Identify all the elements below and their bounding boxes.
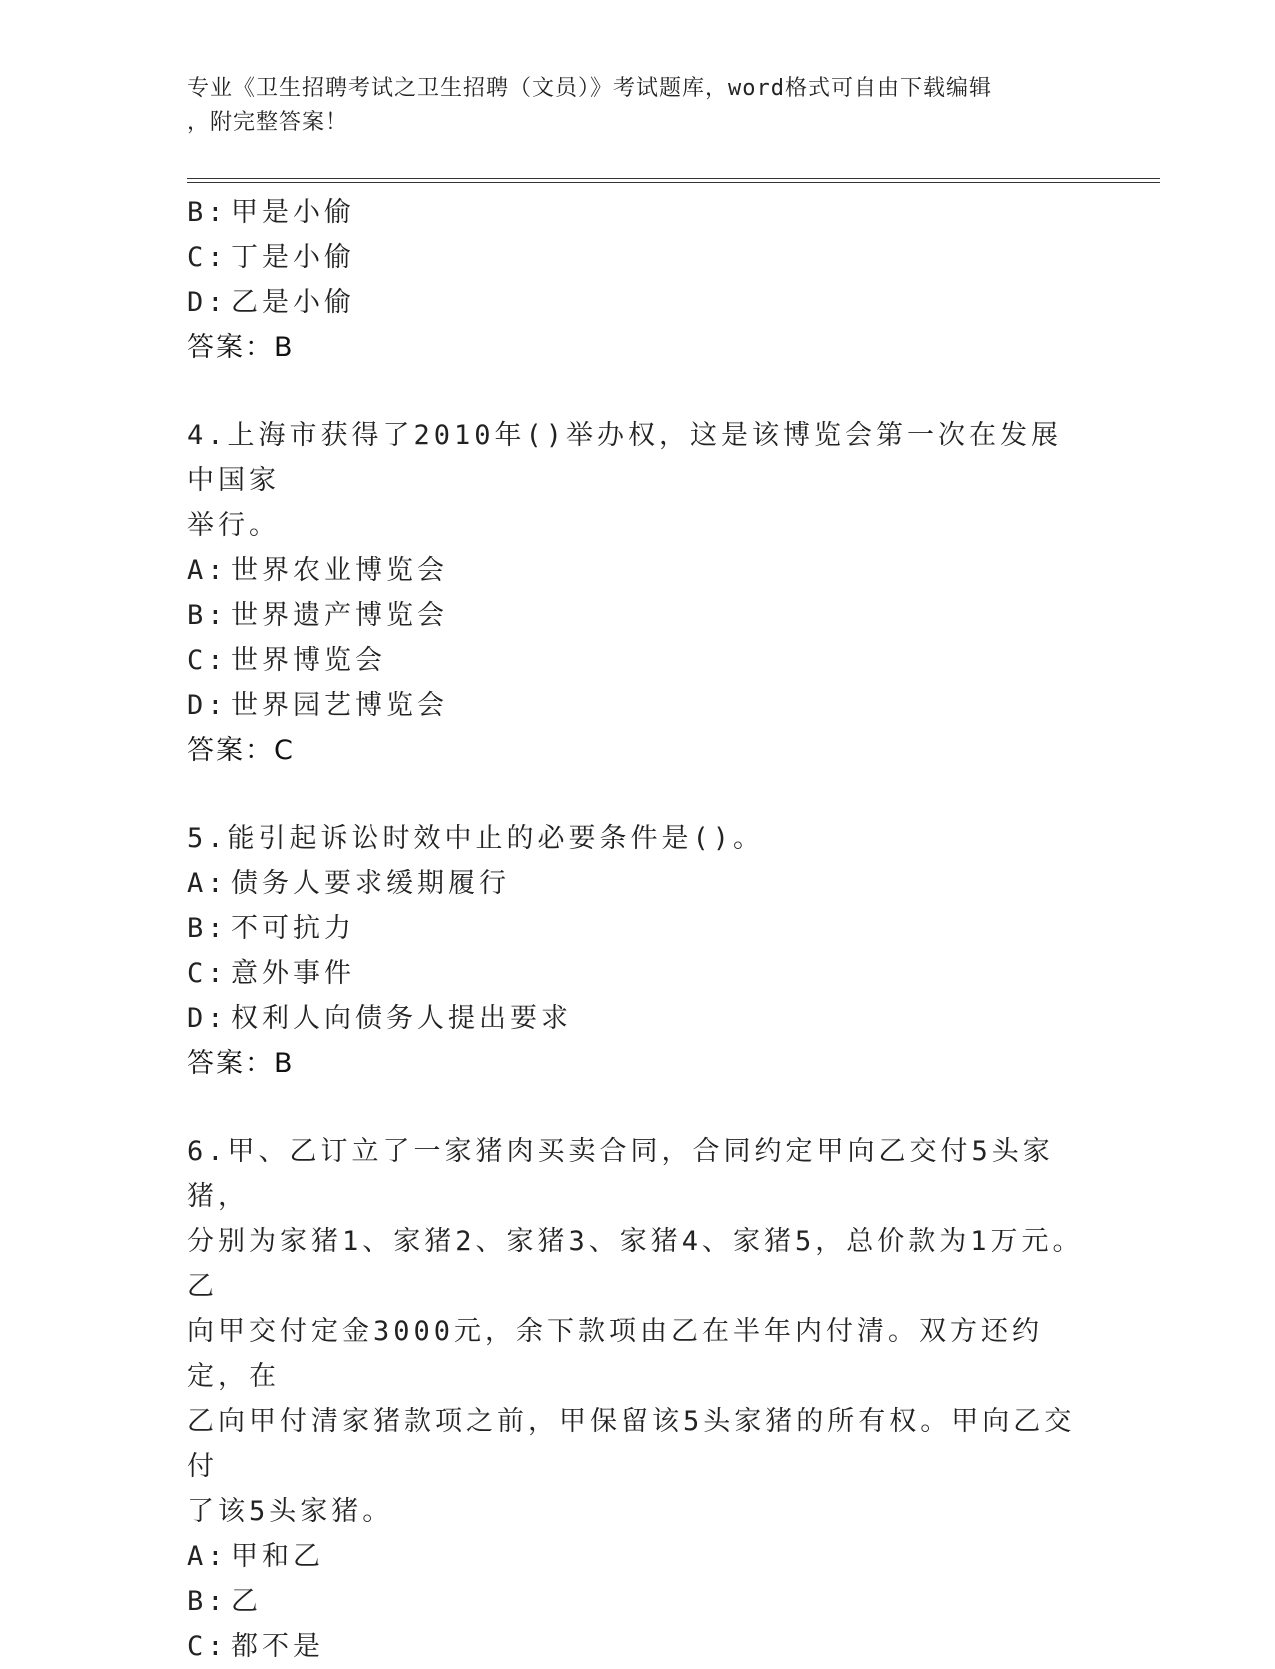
option-a <box>187 861 1087 906</box>
option-text: 世界博览会 <box>231 645 386 676</box>
option-key: A: <box>187 868 228 899</box>
header-line-2: ，附完整答案！ <box>187 110 349 135</box>
header-divider <box>187 178 1160 183</box>
question-stem-line: 举行。 <box>187 510 280 541</box>
option-text: 世界遗产博览会 <box>231 600 448 631</box>
option-key: D: <box>187 287 228 318</box>
header-line-1: 专业《卫生招聘考试之卫生招聘（文员）》考试题库，word格式可自由下载编辑 <box>187 76 992 101</box>
question-stem-line: 5.能引起诉讼时效中止的必要条件是()。 <box>187 823 765 854</box>
option-key: C: <box>187 1631 228 1662</box>
answer: 答案：B <box>187 332 295 363</box>
option-c <box>187 638 1087 683</box>
option-b <box>187 1579 1087 1624</box>
question-stem-line: 分别为家猪1、家猪2、家猪3、家猪4、家猪5，总价款为1万元。乙 <box>187 1226 1084 1302</box>
option-d <box>187 280 1087 325</box>
question-stem-line: 4.上海市获得了2010年()举办权，这是该博览会第一次在发展中国家 <box>187 420 1063 496</box>
option-d <box>187 683 1087 728</box>
question-stem-line: 了该5头家猪。 <box>187 1496 394 1527</box>
option-b <box>187 906 1087 951</box>
question-stem-line: 乙向甲付清家猪款项之前，甲保留该5头家猪的所有权。甲向乙交付 <box>187 1406 1076 1482</box>
question-stem-line: 向甲交付定金3000元，余下款项由乙在半年内付清。双方还约定，在 <box>187 1316 1044 1392</box>
option-key: B: <box>187 197 228 228</box>
option-text: 权利人向债务人提出要求 <box>231 1003 572 1034</box>
option-key: B: <box>187 1586 228 1617</box>
question-3-continued <box>187 190 1087 370</box>
option-text: 债务人要求缓期履行 <box>231 868 510 899</box>
option-key: D: <box>187 1003 228 1034</box>
option-key: C: <box>187 242 228 273</box>
option-text: 不可抗力 <box>231 913 355 944</box>
option-b <box>187 593 1087 638</box>
option-text: 甲和乙 <box>231 1541 324 1572</box>
option-text: 都不是 <box>231 1631 324 1662</box>
option-text: 丁是小偷 <box>231 242 355 273</box>
option-key: A: <box>187 555 228 586</box>
document-body <box>187 190 1087 1669</box>
option-text: 世界农业博览会 <box>231 555 448 586</box>
option-c <box>187 951 1087 996</box>
option-text: 乙是小偷 <box>231 287 355 318</box>
option-key: C: <box>187 958 228 989</box>
option-key: B: <box>187 600 228 631</box>
question-6 <box>187 1129 1087 1669</box>
option-c <box>187 1624 1087 1669</box>
option-text: 世界园艺博览会 <box>231 690 448 721</box>
option-a <box>187 548 1087 593</box>
option-d <box>187 996 1087 1041</box>
option-a <box>187 1534 1087 1579</box>
option-key: C: <box>187 645 228 676</box>
option-c <box>187 235 1087 280</box>
answer: 答案：B <box>187 1048 295 1079</box>
option-text: 乙 <box>231 1586 262 1617</box>
question-4 <box>187 413 1087 773</box>
option-key: D: <box>187 690 228 721</box>
answer: 答案：C <box>187 735 295 766</box>
question-stem-line: 6.甲、乙订立了一家猪肉买卖合同，合同约定甲向乙交付5头家猪， <box>187 1136 1054 1212</box>
document-header <box>187 72 1077 140</box>
option-b <box>187 190 1087 235</box>
option-key: B: <box>187 913 228 944</box>
option-text: 意外事件 <box>231 958 355 989</box>
option-key: A: <box>187 1541 228 1572</box>
option-text: 甲是小偷 <box>231 197 355 228</box>
question-5 <box>187 816 1087 1086</box>
